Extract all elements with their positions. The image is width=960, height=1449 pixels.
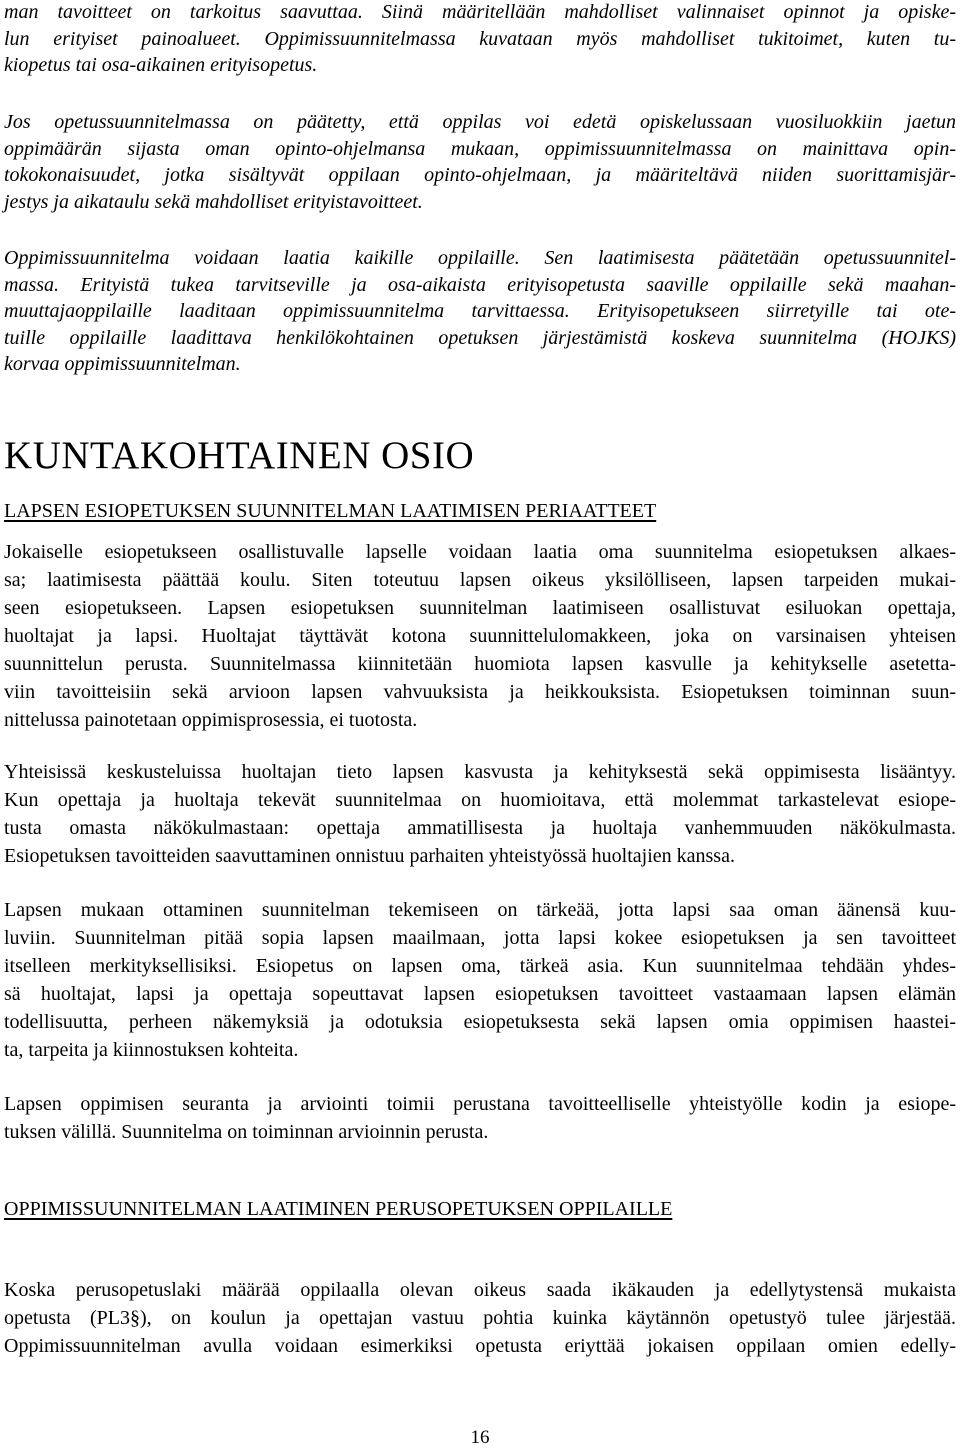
esiopetus-p1-line-2: sa; laatimisesta päättää koulu. Siten toteutuu lapsen oikeus yksilölliseen, lapsen tarpeiden mukai- <box>4 569 956 591</box>
kaikille-line-5: korvaa oppimissuunnitelman. <box>4 353 241 375</box>
esiopetus-p3-line-5: todellisuutta, perheen näkemyksiä ja odotuksia esiopetuksesta sekä lapsen omia oppimisen haastei- <box>4 1011 956 1033</box>
esiopetus-p1-line-3: seen esiopetukseen. Lapsen esiopetuksen suunnitelman laatimiseen osallistuvat esiluokan opettaja, <box>4 597 956 619</box>
perusopetus-paragraph-1 <box>4 1276 956 1360</box>
vuosiluokat-line-1: Jos opetussuunnitelmassa on päätetty, että oppilas voi edetä opiskelussaan vuosiluokkiin jaetun <box>4 111 956 133</box>
intro-line-3: kiopetus tai osa-aikainen erityisopetus. <box>4 54 318 76</box>
vuosiluokat-line-2: oppimäärän sijasta oman opinto-ohjelmansa mukaan, oppimissuunnitelmassa on mainittava opin- <box>4 137 956 160</box>
esiopetus-p1-line-4: huoltajat ja lapsi. Huoltajat täyttävät kotona suunnittelulomakkeen, joka on varsinaisen yhteisen <box>4 625 956 647</box>
esiopetus-p2-line-3: tusta omasta näkökulmastaan: opettaja ammatillisesta ja huoltaja vanhemmuuden näkökulmasta. <box>4 817 956 839</box>
kaikille-line-2: massa. Erityistä tukea tarvitseville ja osa-aikaista erityisopetusta saaville oppilaille sekä maahan- <box>4 273 956 296</box>
perusopetus-p1-line-2: opetusta (PL3§), on koulun ja opettajan vastuu pohtia kuinka käytännön opetustyö tulee järjestää. <box>4 1307 956 1329</box>
esiopetus-p1-line-1: Jokaiselle esiopetukseen osallistuvalle lapselle voidaan laatia oma suunnitelma esiopetuksen alkaes- <box>4 541 956 563</box>
page-number: 16 <box>470 1427 490 1448</box>
esiopetus-p1-line-7: nittelussa painotetaan oppimisprosessia, ei tuotosta. <box>4 709 418 731</box>
esiopetus-p3-line-6: ta, tarpeita ja kiinnostuksen kohteita. <box>4 1039 299 1061</box>
esiopetus-heading: LAPSEN ESIOPETUKSEN SUUNNITELMAN LAATIMISEN PERIAATTEET <box>4 500 657 522</box>
esiopetus-p1-line-6: viin tavoitteisiin sekä arvioon lapsen vahvuuksista ja heikkouksista. Esiopetuksen toiminnan suun- <box>4 681 956 703</box>
vuosiluokat-line-3: tokokonaisuudet, jotka sisältyvät oppilaan opinto-ohjelmaan, ja määriteltävä niiden suorittamisjär- <box>4 164 956 186</box>
intro-line-2: lun erityiset painoalueet. Oppimissuunnitelmassa kuvataan myös mahdolliset tukitoimet, kuten tu- <box>4 27 956 50</box>
esiopetus-p2-line-4: Esiopetuksen tavoitteiden saavuttaminen onnistuu parhaiten yhteistyössä huoltajien kanssa. <box>4 845 735 867</box>
esiopetus-p3-line-2: luviin. Suunnitelman pitää sopia lapsen maailmaan, jotta lapsi kokee esiopetuksen ja sen tavoitteet <box>4 927 956 949</box>
esiopetus-p4-line-2: tuksen välillä. Suunnitelma on toiminnan arvioinnin perusta. <box>4 1121 489 1143</box>
esiopetus-paragraph-4 <box>4 1090 956 1146</box>
esiopetus-paragraph-3 <box>4 896 956 1064</box>
kaikille-line-1: Oppimissuunnitelma voidaan laatia kaikille oppilaille. Sen laatimisesta päätetään opetussuunnitel- <box>4 247 956 269</box>
esiopetus-p1-line-5: suunnittelun perusta. Suunnitelmassa kiinnitetään huomiota lapsen kasvulle ja kehitykselle asetetta- <box>4 653 956 675</box>
vuosiluokat-paragraph <box>4 109 956 215</box>
kaikille-line-4: tuille oppilaille laadittava henkilökohtainen opetuksen järjestämistä koskeva suunnitelma (HOJKS) <box>4 326 956 349</box>
esiopetus-paragraph-1 <box>4 538 956 734</box>
esiopetus-p3-line-4: sä huoltajat, lapsi ja opettaja sopeuttavat lapsen esiopetuksen tavoitteet vastaamaan lapsen elämän <box>4 983 956 1005</box>
vuosiluokat-line-4: jestys ja aikataulu sekä mahdolliset erityistavoitteet. <box>4 190 423 213</box>
perusopetus-p1-line-1: Koska perusopetuslaki määrää oppilaalla olevan oikeus saada ikäkauden ja edellytystensä mukaista <box>4 1279 956 1301</box>
esiopetus-p4-line-1: Lapsen oppimisen seuranta ja arviointi toimii perustana tavoitteelliselle yhteistyölle kodin ja esiope- <box>4 1093 956 1115</box>
main-heading: KUNTAKOHTAINEN OSIO <box>4 434 475 477</box>
esiopetus-p3-line-1: Lapsen mukaan ottaminen suunnitelman tekemiseen on tärkeää, jotta lapsi saa oman äänensä kuu- <box>4 899 956 921</box>
esiopetus-p3-line-3: itselleen merkityksellisiksi. Esiopetus on lapsen oma, tärkeä asia. Kun suunnitelmaa tehdään yhdes- <box>4 955 956 977</box>
perusopetus-p1-line-3: Oppimissuunnitelman avulla voidaan esimerkiksi opetusta eriyttää jokaisen oppilaan omien edelly- <box>4 1335 956 1357</box>
kaikille-line-3: muuttajaoppilaille laaditaan oppimissuunnitelma tarvittaessa. Erityisopetukseen siirretyille tai ote- <box>4 300 956 322</box>
intro-line-1: man tavoitteet on tarkoitus saavuttaa. Siinä määritellään mahdolliset valinnaiset opinnot ja opiske- <box>4 1 956 23</box>
kaikille-paragraph <box>4 245 956 378</box>
esiopetus-paragraph-2 <box>4 758 956 870</box>
perusopetus-heading: OPPIMISSUUNNITELMAN LAATIMINEN PERUSOPETUKSEN OPPILAILLE <box>4 1198 673 1220</box>
intro-paragraph <box>4 0 956 79</box>
esiopetus-p2-line-2: Kun opettaja ja huoltaja tekevät suunnitelmaa on huomioitava, että molemmat tarkastelevat esiope- <box>4 789 956 811</box>
esiopetus-p2-line-1: Yhteisissä keskusteluissa huoltajan tieto lapsen kasvusta ja kehityksestä sekä oppimisesta lisääntyy. <box>4 761 956 783</box>
